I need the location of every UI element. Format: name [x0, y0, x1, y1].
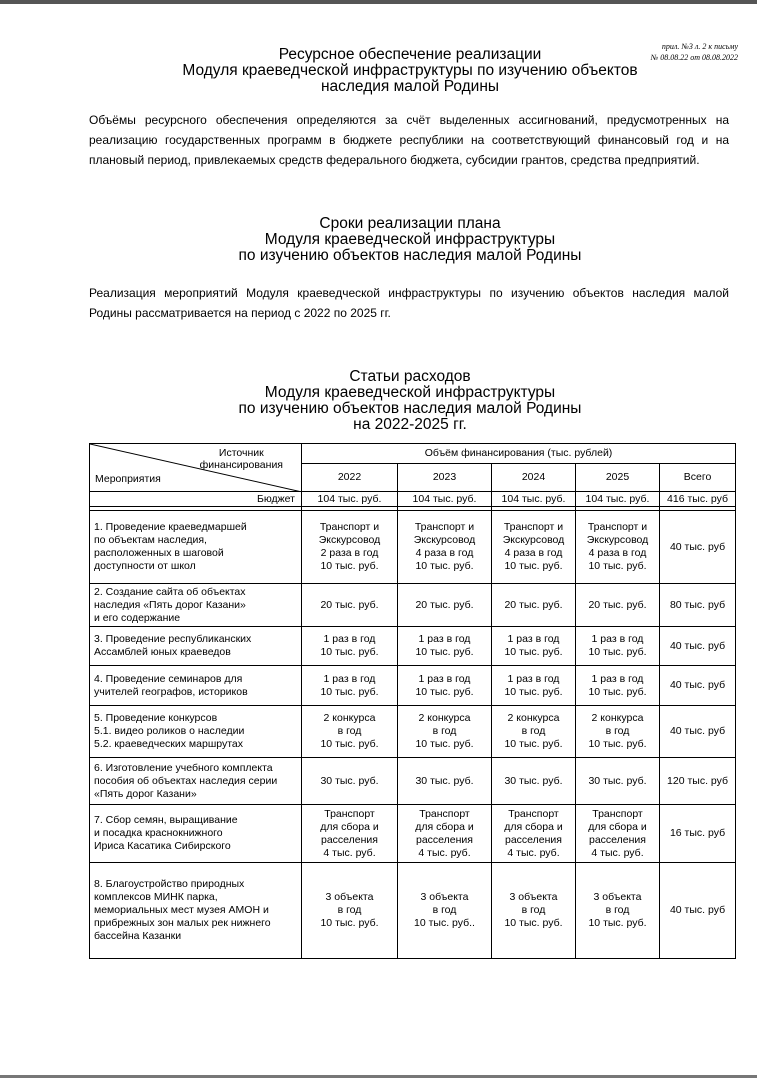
cell-line: 10 тыс. руб. — [415, 685, 474, 698]
event-cell — [90, 863, 302, 959]
cell-line: в год — [521, 904, 546, 916]
year-value-cell — [302, 627, 398, 666]
event-line: Ассамблей юных краеведов — [94, 646, 231, 658]
cell-line: 1 раз в год — [591, 633, 644, 645]
cell-line: 3 объекта — [325, 891, 374, 903]
event-line: 4. Проведение семинаров для — [94, 672, 243, 685]
year-header: 2022 — [302, 464, 398, 492]
cell-line: Транспорт — [324, 807, 375, 820]
cell-line: 4 раза в год — [588, 547, 647, 559]
year-value-cell — [302, 805, 398, 863]
event-cell — [90, 584, 302, 627]
cell-line: 1 раз в год — [418, 633, 471, 645]
cell-line: 10 тыс. руб. — [415, 738, 474, 750]
cell-line: 10 тыс. руб. — [504, 685, 563, 698]
table-row — [90, 805, 736, 863]
total-cell: 40 тыс. руб — [660, 627, 736, 666]
event-line: доступности от школ — [94, 560, 196, 572]
cell-line: 10 тыс. руб. — [415, 646, 474, 658]
title-line: Ресурсное обеспечение реализации — [278, 46, 542, 63]
year-value-cell — [576, 758, 660, 805]
event-line: 2. Создание сайта об объектах — [94, 585, 246, 598]
year-value-cell — [398, 511, 492, 584]
year-value-cell — [398, 706, 492, 758]
top-border — [0, 0, 757, 4]
table-header-row — [90, 444, 736, 464]
total-cell: 120 тыс. руб — [660, 758, 736, 805]
cell-line: 3 объекта — [593, 891, 642, 903]
total-cell: 80 тыс. руб — [660, 584, 736, 627]
cell-line: в год — [432, 904, 457, 916]
cell-line: 4 тыс. руб. — [418, 846, 471, 859]
event-line: 6. Изготовление учебного комплекта — [94, 761, 273, 774]
event-line: 8. Благоустройство природных — [94, 878, 245, 890]
event-line: 3. Проведение республиканских — [94, 633, 252, 645]
cell-line: 10 тыс. руб. — [415, 560, 474, 572]
event-line: пособия об объектах наследия серии — [94, 774, 278, 787]
budget-value: 104 тыс. руб. — [576, 492, 660, 507]
cell-line: 2 конкурса — [418, 712, 471, 724]
year-value-cell — [576, 666, 660, 706]
cell-line: 10 тыс. руб. — [320, 560, 379, 572]
cell-line: расселения — [416, 833, 473, 846]
year-value-cell — [398, 627, 492, 666]
cell-line: 10 тыс. руб. — [320, 738, 379, 750]
event-line: комплексов МИНК парка, — [94, 891, 218, 903]
cell-line: Экскурсовод — [318, 534, 381, 546]
paragraph-terms — [89, 283, 729, 323]
title-line: Модуля краеведческой инфраструктуры — [264, 231, 556, 248]
cell-line: в год — [521, 725, 546, 737]
year-value-cell — [492, 584, 576, 627]
cell-line: 10 тыс. руб. — [504, 738, 563, 750]
event-line: 1. Проведение краеведмаршей — [94, 521, 247, 533]
cell-line: 4 раза в год — [504, 547, 563, 559]
cell-line: 20 тыс. руб. — [415, 598, 474, 611]
year-value-cell — [398, 805, 492, 863]
total-cell: 40 тыс. руб — [660, 511, 736, 584]
section-title-expenses — [80, 369, 740, 433]
total-cell: 40 тыс. руб — [660, 666, 736, 706]
event-cell — [90, 511, 302, 584]
cell-line: 2 конкурса — [507, 712, 560, 724]
cell-line: Транспорт и — [503, 521, 564, 533]
cell-line: 10 тыс. руб.. — [414, 917, 475, 929]
cell-line: Экскурсовод — [502, 534, 565, 546]
event-cell — [90, 666, 302, 706]
year-header: 2025 — [576, 464, 660, 492]
cell-line: 20 тыс. руб. — [588, 598, 647, 611]
title-line: Модуля краеведческой инфраструктуры — [264, 384, 556, 401]
cell-line: Транспорт и — [587, 521, 648, 533]
cell-line: Транспорт — [508, 807, 559, 820]
paragraph-line: Родины рассматривается на период с 2022 по 2025 гг. — [89, 306, 391, 320]
year-value-cell — [302, 666, 398, 706]
cell-line: 3 объекта — [509, 891, 558, 903]
event-line: по объектам наследия, — [94, 534, 207, 546]
event-line: и его содержание — [94, 611, 181, 624]
cell-line: 10 тыс. руб. — [320, 646, 379, 658]
cell-line: Транспорт и — [319, 521, 380, 533]
cell-line: 20 тыс. руб. — [320, 598, 379, 611]
event-line: и посадка краснокнижного — [94, 827, 223, 839]
cell-line: 10 тыс. руб. — [504, 560, 563, 572]
table-row — [90, 584, 736, 627]
budget-row — [90, 492, 736, 507]
title-line: Модуля краеведческой инфраструктуры по изучению объектов — [182, 62, 638, 79]
year-value-cell — [492, 627, 576, 666]
cell-line: 30 тыс. руб. — [504, 774, 563, 787]
cell-line: 30 тыс. руб. — [320, 774, 379, 787]
cell-line: 2 конкурса — [323, 712, 376, 724]
cell-line: 2 конкурса — [591, 712, 644, 724]
event-line: прибрежных зон малых рек нижнего — [94, 917, 271, 929]
cell-line: 4 тыс. руб. — [591, 846, 644, 859]
cell-line: для сбора и — [320, 820, 379, 833]
year-value-cell — [302, 511, 398, 584]
header-events-label: Мероприятия — [95, 473, 161, 485]
cell-line: 1 раз в год — [507, 633, 560, 645]
budget-value: 104 тыс. руб. — [302, 492, 398, 507]
paragraph-line: Объёмы ресурсного обеспечения определяются за счёт выделенных ассигнований, предусмотренных на — [89, 113, 729, 127]
section-title-terms — [80, 216, 740, 264]
cell-line: 10 тыс. руб. — [504, 917, 563, 929]
year-value-cell — [398, 666, 492, 706]
header-source-line: финансирования — [199, 459, 283, 471]
cell-line: 20 тыс. руб. — [504, 598, 563, 611]
cell-line: для сбора и — [588, 820, 647, 833]
event-line: мемориальных мест музея АМОН и — [94, 904, 269, 916]
cell-line: Экскурсовод — [413, 534, 476, 546]
annotation-line: прил. №3 л. 2 к письму — [661, 42, 738, 51]
year-value-cell — [492, 511, 576, 584]
cell-line: Транспорт — [419, 807, 470, 820]
cell-line: в год — [337, 725, 362, 737]
cell-line: 1 раз в год — [507, 672, 560, 685]
cell-line: 1 раз в год — [323, 672, 376, 685]
budget-label: Бюджет — [90, 492, 302, 507]
header-volume: Объём финансирования (тыс. рублей) — [302, 444, 736, 464]
cell-line: 10 тыс. руб. — [588, 646, 647, 658]
cell-line: 4 тыс. руб. — [323, 846, 376, 859]
total-cell: 40 тыс. руб — [660, 706, 736, 758]
header-diagonal-cell — [90, 444, 302, 492]
cell-line: 30 тыс. руб. — [415, 774, 474, 787]
event-cell — [90, 758, 302, 805]
year-value-cell — [492, 666, 576, 706]
year-header: 2024 — [492, 464, 576, 492]
cell-line: 10 тыс. руб. — [320, 917, 379, 929]
year-value-cell — [576, 863, 660, 959]
year-value-cell — [492, 863, 576, 959]
section-title-resources — [80, 47, 740, 95]
cell-line: 30 тыс. руб. — [588, 774, 647, 787]
event-line: бассейна Казанки — [94, 930, 182, 942]
year-value-cell — [302, 758, 398, 805]
year-value-cell — [576, 805, 660, 863]
cell-line: в год — [432, 725, 457, 737]
table-row — [90, 706, 736, 758]
year-value-cell — [492, 706, 576, 758]
budget-value: 104 тыс. руб. — [398, 492, 492, 507]
event-line: Ириса Касатика Сибирского — [94, 840, 231, 852]
table-row — [90, 758, 736, 805]
title-line: на 2022-2025 гг. — [353, 416, 467, 433]
event-line: наследия «Пять дорог Казани» — [94, 598, 246, 611]
event-line: 5. Проведение конкурсов — [94, 712, 218, 724]
title-line: наследия малой Родины — [320, 78, 500, 95]
header-source-line: Источник — [218, 447, 264, 459]
event-cell — [90, 706, 302, 758]
cell-line: для сбора и — [415, 820, 474, 833]
title-line: Сроки реализации плана — [319, 215, 501, 232]
event-line: 5.1. видео роликов о наследии — [94, 725, 245, 737]
year-value-cell — [576, 584, 660, 627]
table-row — [90, 666, 736, 706]
cell-line: расселения — [321, 833, 378, 846]
cell-line: в год — [605, 725, 630, 737]
cell-line: 2 раза в год — [320, 547, 379, 559]
cell-line: 3 объекта — [420, 891, 469, 903]
cell-line: в год — [337, 904, 362, 916]
event-cell — [90, 627, 302, 666]
cell-line: Экскурсовод — [586, 534, 649, 546]
event-line: 5.2. краеведческих маршрутах — [94, 738, 243, 750]
annotation-line: № 08.08.22 от 08.08.2022 — [650, 53, 738, 62]
total-cell: 16 тыс. руб — [660, 805, 736, 863]
year-value-cell — [398, 758, 492, 805]
cell-line: 10 тыс. руб. — [504, 646, 563, 658]
header-source-label — [200, 447, 283, 471]
cell-line: в год — [605, 904, 630, 916]
cell-line: 1 раз в год — [418, 672, 471, 685]
event-line: 7. Сбор семян, выращивание — [94, 814, 238, 826]
cell-line: 10 тыс. руб. — [320, 685, 379, 698]
budget-value: 416 тыс. руб — [660, 492, 736, 507]
cell-line: 1 раз в год — [591, 672, 644, 685]
paragraph-line: реализацию государственных программ в бюджете республики на соответствующий финансовый год и на — [89, 133, 729, 147]
cell-line: Транспорт — [592, 807, 643, 820]
cell-line: для сбора и — [504, 820, 563, 833]
cell-line: расселения — [505, 833, 562, 846]
title-line: по изучению объектов наследия малой Родины — [238, 247, 582, 264]
table-row — [90, 627, 736, 666]
cell-line: 10 тыс. руб. — [588, 560, 647, 572]
cell-line: Транспорт и — [414, 521, 475, 533]
year-header: Всего — [660, 464, 736, 492]
year-value-cell — [576, 511, 660, 584]
budget-value: 104 тыс. руб. — [492, 492, 576, 507]
year-value-cell — [492, 805, 576, 863]
cell-line: 1 раз в год — [323, 633, 376, 645]
year-value-cell — [302, 706, 398, 758]
year-value-cell — [492, 758, 576, 805]
cell-line: 10 тыс. руб. — [588, 917, 647, 929]
total-cell: 40 тыс. руб — [660, 863, 736, 959]
cell-line: 4 раза в год — [415, 547, 474, 559]
cell-line: 10 тыс. руб. — [588, 738, 647, 750]
year-value-cell — [398, 863, 492, 959]
event-line: учителей географов, историков — [94, 685, 248, 698]
cell-line: расселения — [589, 833, 646, 846]
title-line: по изучению объектов наследия малой Родины — [238, 400, 582, 417]
year-value-cell — [576, 627, 660, 666]
year-value-cell — [302, 584, 398, 627]
paragraph-line: плановый период, привлекаемых средств федерального бюджета, субсидии грантов, средства предприятий. — [89, 153, 700, 167]
expenses-table — [89, 443, 736, 959]
table-row — [90, 511, 736, 584]
year-header: 2023 — [398, 464, 492, 492]
year-value-cell — [398, 584, 492, 627]
title-line: Статьи расходов — [349, 368, 471, 385]
cell-line: 4 тыс. руб. — [507, 846, 560, 859]
cell-line: 10 тыс. руб. — [588, 685, 647, 698]
paragraph-line: Реализация мероприятий Модуля краеведческой инфраструктуры по изучению объектов наследия малой — [89, 286, 729, 300]
event-line: «Пять дорог Казани» — [94, 787, 197, 800]
year-value-cell — [302, 863, 398, 959]
year-value-cell — [576, 706, 660, 758]
event-line: расположенных в шаговой — [94, 547, 224, 559]
paragraph-resources — [89, 110, 729, 170]
event-cell — [90, 805, 302, 863]
table-row — [90, 863, 736, 959]
table-body — [90, 511, 736, 959]
